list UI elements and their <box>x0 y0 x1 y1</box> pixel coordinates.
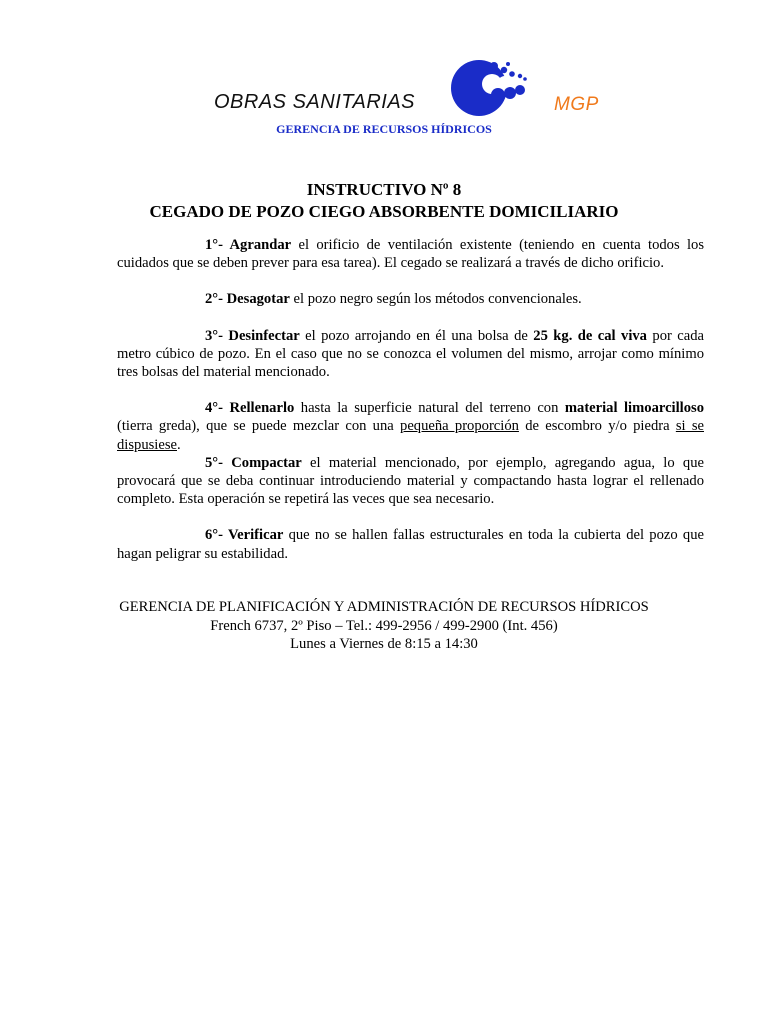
footer-hours: Lunes a Viernes de 8:15 a 14:30 <box>290 636 478 652</box>
footer-address-phone: French 6737, 2º Piso – Tel.: 499-2956 / 499-2900 (Int. 456) <box>210 617 558 634</box>
step-4-text-e: de escombro y/o piedra <box>518 418 676 435</box>
contact-footer <box>0 598 768 654</box>
document-subject-title: CEGADO DE POZO CIEGO ABSORBENTE DOMICILIARIO <box>149 202 619 221</box>
step-4-underline-2: si se dispusiese <box>117 418 704 453</box>
step-4-text-g: . <box>177 436 181 453</box>
org-name: OBRAS SANITARIAS <box>214 91 416 113</box>
water-drops-logo-icon <box>446 54 530 120</box>
step-4-underline-1: pequeña proporción <box>400 418 519 435</box>
step-4-text-a: hasta la superficie natural del terreno con <box>294 400 565 417</box>
step-5 <box>117 454 704 509</box>
step-2-label: 2°- Desagotar <box>205 291 290 308</box>
step-4-label: 4°- Rellenarlo <box>205 400 295 417</box>
step-2-text: el pozo negro según los métodos convencionales. <box>289 291 582 308</box>
step-3-label: 3°- Desinfectar <box>205 327 300 344</box>
instructions-body <box>117 236 704 563</box>
step-4 <box>117 399 704 454</box>
step-6-label: 6°- Verificar <box>205 527 284 544</box>
step-2 <box>117 290 704 308</box>
department-name: GERENCIA DE RECURSOS HÍDRICOS <box>276 122 492 136</box>
step-1-label: 1°- Agrandar <box>205 237 292 253</box>
step-1-text: el orificio de ventilación existente (teniendo en cuenta todos los cuidados que se deben prever para esa tarea). El cegado se realizará a través de dicho orificio. <box>117 237 705 272</box>
step-3-text-a: el pozo arrojando en él una bolsa de <box>299 327 534 344</box>
step-4-emphasis: material limoarcilloso <box>564 400 704 417</box>
footer-department: GERENCIA DE PLANIFICACIÓN Y ADMINISTRACIÓN DE RECURSOS HÍDRICOS <box>119 599 649 615</box>
step-4-text-c: (tierra greda), que se puede mezclar con una <box>117 418 401 435</box>
step-3-emphasis: 25 kg. de cal viva <box>533 327 647 344</box>
step-1 <box>117 236 704 272</box>
step-6-text: que no se hallen fallas estructurales en toda la cubierta del pozo que hagan peligrar su estabilidad. <box>117 527 704 562</box>
org-abbreviation: MGP <box>554 94 599 115</box>
step-6 <box>117 526 704 562</box>
step-5-label: 5°- Compactar <box>205 454 302 471</box>
document-number-title: INSTRUCTIVO Nº 8 <box>306 180 462 199</box>
step-5-text: el material mencionado, por ejemplo, agregando agua, lo que provocará que se deba continuar introduciendo material y compactando hasta lograr el rellenado completo. Esta operación se repetirá las veces que sea necesario. <box>117 454 704 508</box>
step-3-text-c: por cada metro cúbico de pozo. En el caso que no se conozca el volumen del mismo, arrojar como mínimo tres bolsas del material mencionado. <box>117 327 705 381</box>
step-3 <box>117 327 704 382</box>
